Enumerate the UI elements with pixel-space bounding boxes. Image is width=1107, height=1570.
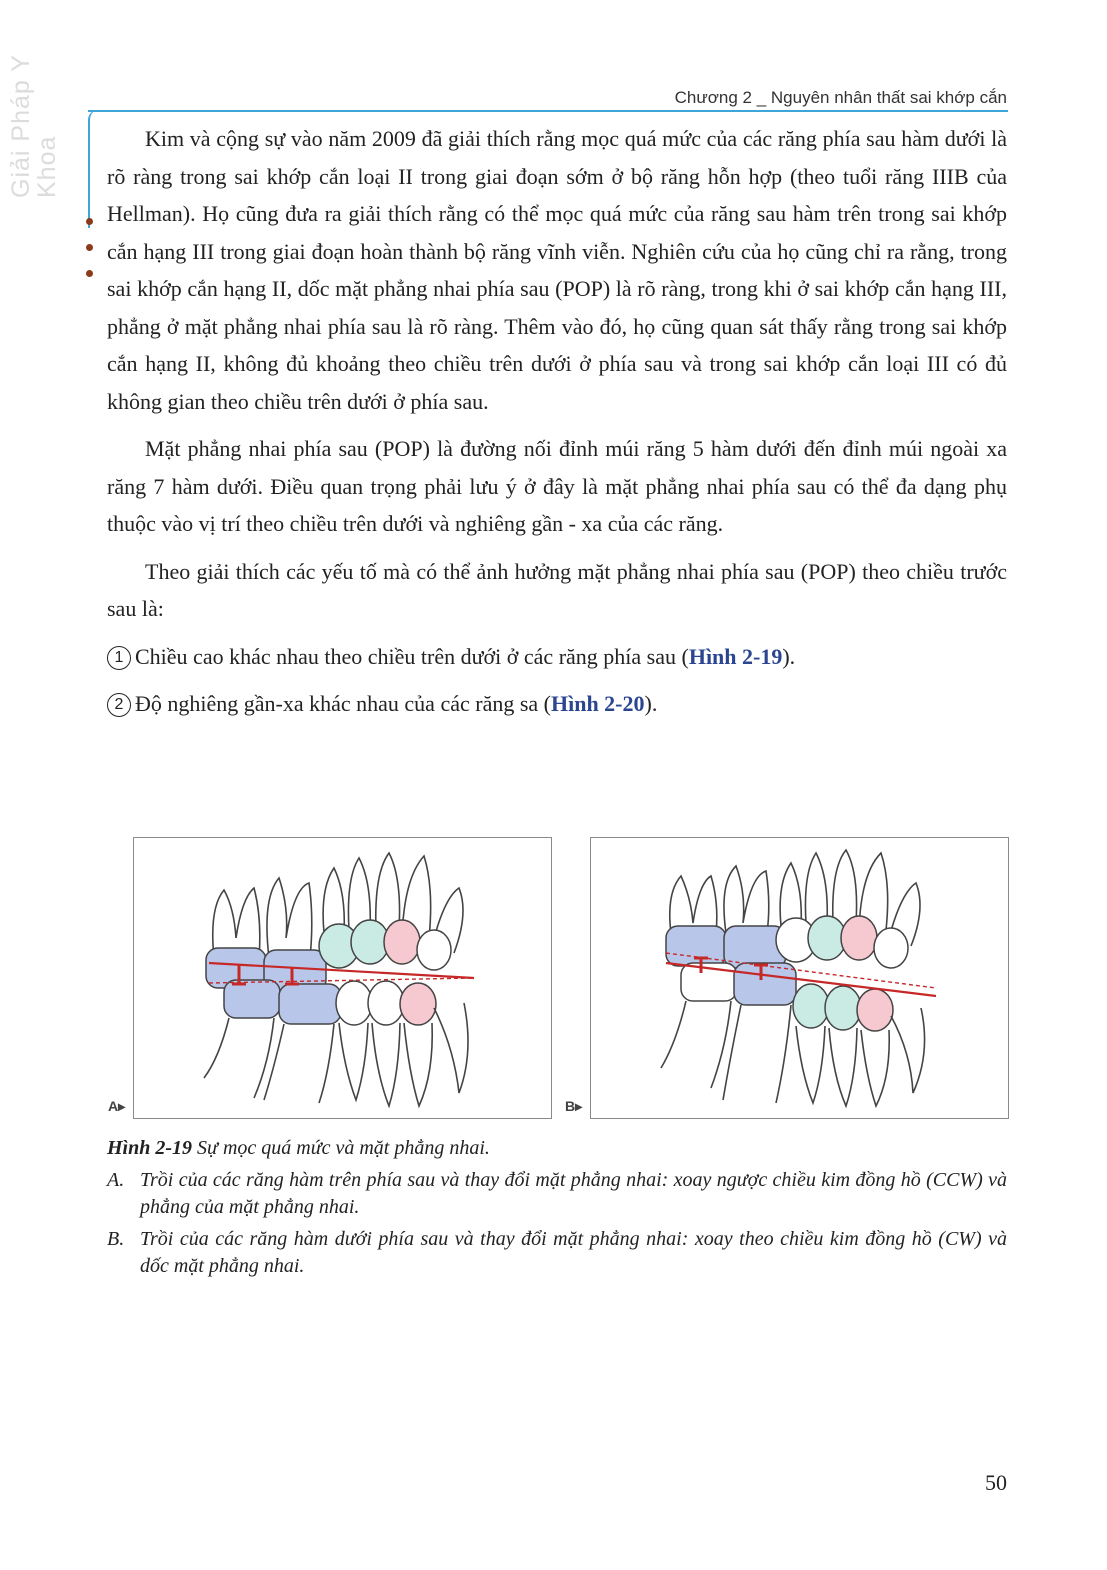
paragraph: Kim và cộng sự vào năm 2009 đã giải thích rằng mọc quá mức của các răng phía sau hàm dưới là rõ ràng trong sai khớp cắn loại II trong giai đoạn sớm ở bộ răng hỗn hợp (theo tuổi răng IIIB của Hellman). Họ cũng đưa ra giải thích rằng có thể mọc quá mức của răng sau hàm trên trong sai khớp cắn hạng III trong giai đoạn hoàn thành bộ răng vĩnh viễn. Nghiên cứu của họ cũng chỉ ra rằng, trong sai khớp cắn hạng II, dốc mặt phẳng nhai phía sau (POP) là rõ ràng, trong khi ở sai khớp cắn hạng III, phẳng ở mặt phẳng nhai phía sau là rõ ràng. Thêm vào đó, họ cũng quan sát thấy rằng trong sai khớp cắn hạng II, không đủ khoảng theo chiều trên dưới ở phía sau và trong sai khớp cắn loại III có đủ không gian theo chiều trên dưới ở phía sau. [107,126,1007,414]
list-item-end: ). [782,643,796,669]
bullet-dot [86,270,93,277]
page-number: 50 [985,1470,1007,1495]
running-head: Chương 2 _ Nguyên nhân thất sai khớp cắn [674,88,1007,107]
paragraph: Theo giải thích các yếu tố mà có thể ảnh hưởng mặt phẳng nhai phía sau (POP) theo chiều trước sau là: [107,558,1007,621]
teeth-illustration-a [134,838,551,1118]
caption-figure-number: Hình 2-19 [107,1137,193,1159]
header-rule-corner [88,110,100,228]
sidebar-brand: Giải Pháp Y Khoa [7,54,61,198]
caption-item-text: Trồi của các răng hàm dưới phía sau và thay đổi mặt phẳng nhai: xoay theo chiều kim đồng hồ (CW) và dốc mặt phẳng nhai. [140,1228,1007,1277]
teeth-illustration-b [591,838,1008,1118]
list-item-text: Độ nghiêng gần-xa khác nhau của các răng sa ( [135,691,551,716]
bullet-dot [86,244,93,251]
caption-title [107,1135,1007,1162]
list-item-text: Chiều cao khác nhau theo chiều trên dưới ở các răng phía sau ( [135,643,689,669]
figure-panel-a [133,837,552,1119]
figure-reference-link[interactable]: Hình 2-20 [550,691,645,716]
figure-caption [107,1135,1007,1285]
caption-item [107,1167,1007,1221]
caption-title-text: Sự mọc quá mức và mặt phẳng nhai. [192,1137,490,1159]
circled-number: 2 [107,693,131,717]
caption-item [107,1226,1007,1280]
circled-number: 1 [107,646,131,670]
panel-b-label: B▸ [565,1098,583,1114]
paragraph: Mặt phẳng nhai phía sau (POP) là đường nối đỉnh múi răng 5 hàm dưới đến đỉnh múi ngoài xa răng 7 hàm dưới. Điều quan trọng phải lưu ý ở đây là mặt phẳng nhai phía sau có thể đa dạng phụ thuộc vào vị trí theo chiều trên dưới và nghiêng gần - xa của các răng. [107,436,1007,536]
list-item [107,638,1007,676]
list-item-end: ). [644,691,658,716]
caption-item-text: Trồi của các răng hàm trên phía sau và thay đổi mặt phẳng nhai: xoay ngược chiều kim đồng hồ (CCW) và phẳng của mặt phẳng nhai. [140,1169,1007,1218]
figure-panel-b [590,837,1009,1119]
caption-item-letter: A. [107,1169,125,1191]
bullet-dot [86,218,93,225]
caption-item-letter: B. [107,1228,125,1250]
body-text [107,120,1007,733]
figure-reference-link[interactable]: Hình 2-19 [688,643,783,669]
header-rule [88,110,1008,112]
list-item [107,685,1007,723]
panel-a-label: A▸ [108,1098,126,1114]
